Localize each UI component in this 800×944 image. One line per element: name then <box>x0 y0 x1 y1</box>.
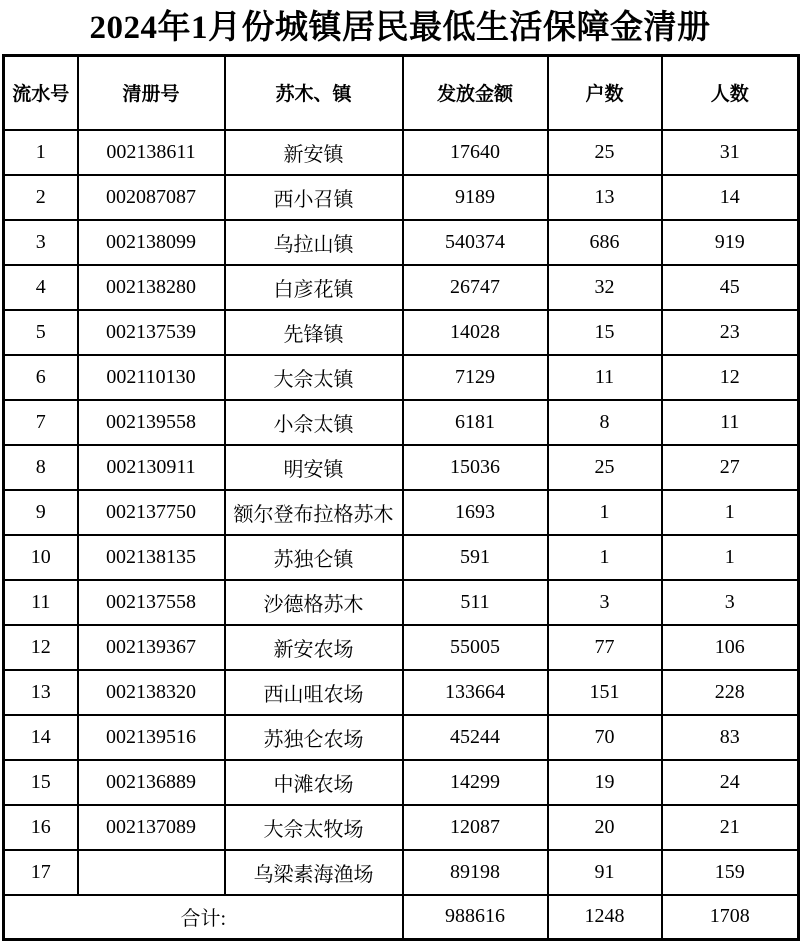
register-cell <box>78 850 225 895</box>
table-row <box>4 445 799 490</box>
register-cell: 002139367 <box>78 625 225 670</box>
serial-cell: 4 <box>4 265 78 310</box>
total-households-cell: 1248 <box>548 895 662 940</box>
persons-cell: 1 <box>662 490 799 535</box>
persons-cell: 31 <box>662 130 799 175</box>
town-cell: 大佘太牧场 <box>225 805 403 850</box>
amount-cell: 55005 <box>403 625 548 670</box>
town-cell: 苏独仑镇 <box>225 535 403 580</box>
households-cell: 91 <box>548 850 662 895</box>
persons-cell: 14 <box>662 175 799 220</box>
persons-cell: 11 <box>662 400 799 445</box>
persons-cell: 21 <box>662 805 799 850</box>
register-cell: 002137558 <box>78 580 225 625</box>
register-cell: 002138611 <box>78 130 225 175</box>
col-header-persons: 人数 <box>662 56 799 130</box>
table-row <box>4 490 799 535</box>
table-row <box>4 580 799 625</box>
households-cell: 151 <box>548 670 662 715</box>
households-cell: 32 <box>548 265 662 310</box>
col-header-register: 清册号 <box>78 56 225 130</box>
register-cell: 002138320 <box>78 670 225 715</box>
table-row <box>4 310 799 355</box>
households-cell: 25 <box>548 445 662 490</box>
town-cell: 明安镇 <box>225 445 403 490</box>
page-title: 2024年1月份城镇居民最低生活保障金清册 <box>89 10 711 46</box>
serial-cell: 12 <box>4 625 78 670</box>
amount-cell: 1693 <box>403 490 548 535</box>
town-cell: 新安农场 <box>225 625 403 670</box>
town-cell: 额尔登布拉格苏木 <box>225 490 403 535</box>
amount-cell: 45244 <box>403 715 548 760</box>
col-header-town: 苏木、镇 <box>225 56 403 130</box>
table-row <box>4 355 799 400</box>
persons-cell: 1 <box>662 535 799 580</box>
households-cell: 1 <box>548 535 662 580</box>
table-row <box>4 220 799 265</box>
town-cell: 先锋镇 <box>225 310 403 355</box>
register-cell: 002137089 <box>78 805 225 850</box>
persons-cell: 919 <box>662 220 799 265</box>
persons-cell: 45 <box>662 265 799 310</box>
persons-cell: 24 <box>662 760 799 805</box>
table-row <box>4 400 799 445</box>
town-cell: 大佘太镇 <box>225 355 403 400</box>
register-cell: 002137750 <box>78 490 225 535</box>
town-cell: 苏独仑农场 <box>225 715 403 760</box>
town-cell: 白彦花镇 <box>225 265 403 310</box>
households-cell: 686 <box>548 220 662 265</box>
amount-cell: 591 <box>403 535 548 580</box>
amount-cell: 17640 <box>403 130 548 175</box>
serial-cell: 7 <box>4 400 78 445</box>
register-cell: 002138099 <box>78 220 225 265</box>
table-row <box>4 850 799 895</box>
serial-cell: 16 <box>4 805 78 850</box>
town-cell: 西小召镇 <box>225 175 403 220</box>
serial-cell: 11 <box>4 580 78 625</box>
town-cell: 西山咀农场 <box>225 670 403 715</box>
table-row <box>4 625 799 670</box>
total-persons-cell: 1708 <box>662 895 799 940</box>
register-cell: 002136889 <box>78 760 225 805</box>
persons-cell: 23 <box>662 310 799 355</box>
town-cell: 乌梁素海渔场 <box>225 850 403 895</box>
register-cell: 002110130 <box>78 355 225 400</box>
serial-cell: 5 <box>4 310 78 355</box>
persons-cell: 83 <box>662 715 799 760</box>
households-cell: 1 <box>548 490 662 535</box>
town-cell: 新安镇 <box>225 130 403 175</box>
households-cell: 19 <box>548 760 662 805</box>
register-cell: 002087087 <box>78 175 225 220</box>
town-cell: 中滩农场 <box>225 760 403 805</box>
serial-cell: 10 <box>4 535 78 580</box>
register-cell: 002138135 <box>78 535 225 580</box>
table-row <box>4 805 799 850</box>
households-cell: 8 <box>548 400 662 445</box>
amount-cell: 9189 <box>403 175 548 220</box>
serial-cell: 15 <box>4 760 78 805</box>
total-label-cell: 合计: <box>4 895 403 940</box>
amount-cell: 511 <box>403 580 548 625</box>
col-header-amount: 发放金额 <box>403 56 548 130</box>
households-cell: 13 <box>548 175 662 220</box>
table-row <box>4 670 799 715</box>
amount-cell: 540374 <box>403 220 548 265</box>
benefits-register-table <box>2 54 800 941</box>
persons-cell: 228 <box>662 670 799 715</box>
serial-cell: 8 <box>4 445 78 490</box>
col-header-households: 户数 <box>548 56 662 130</box>
amount-cell: 14028 <box>403 310 548 355</box>
households-cell: 77 <box>548 625 662 670</box>
serial-cell: 1 <box>4 130 78 175</box>
persons-cell: 12 <box>662 355 799 400</box>
amount-cell: 89198 <box>403 850 548 895</box>
serial-cell: 13 <box>4 670 78 715</box>
table-row <box>4 535 799 580</box>
serial-cell: 17 <box>4 850 78 895</box>
serial-cell: 3 <box>4 220 78 265</box>
persons-cell: 27 <box>662 445 799 490</box>
amount-cell: 133664 <box>403 670 548 715</box>
table-row <box>4 760 799 805</box>
households-cell: 15 <box>548 310 662 355</box>
table-row <box>4 715 799 760</box>
register-cell: 002137539 <box>78 310 225 355</box>
table-row <box>4 130 799 175</box>
total-row <box>4 895 799 940</box>
col-header-serial: 流水号 <box>4 56 78 130</box>
persons-cell: 106 <box>662 625 799 670</box>
serial-cell: 9 <box>4 490 78 535</box>
amount-cell: 7129 <box>403 355 548 400</box>
households-cell: 11 <box>548 355 662 400</box>
persons-cell: 159 <box>662 850 799 895</box>
households-cell: 70 <box>548 715 662 760</box>
households-cell: 20 <box>548 805 662 850</box>
register-cell: 002138280 <box>78 265 225 310</box>
town-cell: 沙德格苏木 <box>225 580 403 625</box>
table-row <box>4 175 799 220</box>
amount-cell: 26747 <box>403 265 548 310</box>
amount-cell: 12087 <box>403 805 548 850</box>
header-row <box>4 56 799 130</box>
town-cell: 乌拉山镇 <box>225 220 403 265</box>
total-amount-cell: 988616 <box>403 895 548 940</box>
persons-cell: 3 <box>662 580 799 625</box>
serial-cell: 6 <box>4 355 78 400</box>
serial-cell: 14 <box>4 715 78 760</box>
register-cell: 002130911 <box>78 445 225 490</box>
amount-cell: 15036 <box>403 445 548 490</box>
register-cell: 002139558 <box>78 400 225 445</box>
town-cell: 小佘太镇 <box>225 400 403 445</box>
amount-cell: 14299 <box>403 760 548 805</box>
table-row <box>4 265 799 310</box>
register-cell: 002139516 <box>78 715 225 760</box>
households-cell: 3 <box>548 580 662 625</box>
serial-cell: 2 <box>4 175 78 220</box>
amount-cell: 6181 <box>403 400 548 445</box>
households-cell: 25 <box>548 130 662 175</box>
